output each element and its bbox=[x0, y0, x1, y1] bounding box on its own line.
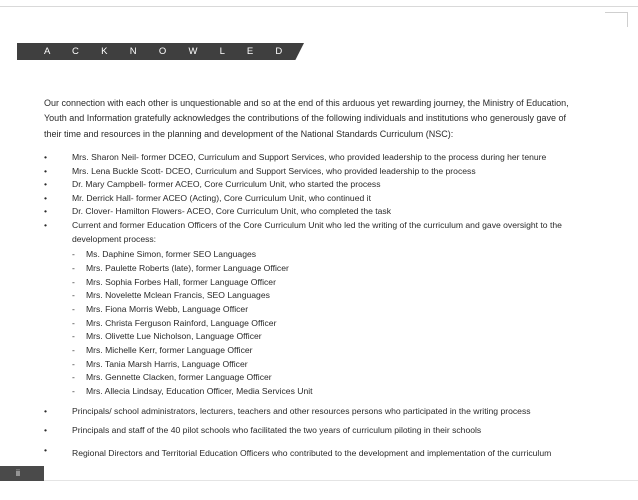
list-item bbox=[44, 205, 579, 219]
list-item bbox=[44, 192, 579, 206]
dash-icon: - bbox=[72, 358, 75, 369]
dash-icon: - bbox=[72, 372, 75, 383]
bullet-icon: • bbox=[44, 405, 48, 416]
intro-paragraph bbox=[44, 96, 574, 142]
sublist-item bbox=[72, 330, 579, 344]
list-item-text: Mr. Derrick Hall- former ACEO (Acting), Core Curriculum Unit, who continued it bbox=[72, 192, 371, 203]
list-item bbox=[44, 165, 579, 179]
sublist-item-text: Mrs. Novelette Mclean Francis, SEO Languages bbox=[86, 290, 270, 301]
list-item-text: Mrs. Sharon Neil- former DCEO, Curriculum and Support Services, who provided leadership to the process during her tenure bbox=[72, 152, 547, 162]
dash-icon: - bbox=[72, 249, 75, 260]
bullet-icon: • bbox=[44, 219, 48, 230]
sublist-item-text: Mrs. Sophia Forbes Hall, former Language Officer bbox=[86, 276, 276, 287]
sublist-item bbox=[72, 289, 579, 303]
list-item-text: Principals/ school administrators, lecturers, teachers and other resources persons who participated in the writing process bbox=[72, 405, 531, 416]
dash-icon: - bbox=[72, 276, 75, 287]
sublist-item-text: Mrs. Christa Ferguson Rainford, Language Officer bbox=[86, 317, 277, 328]
dash-icon: - bbox=[72, 290, 75, 301]
bullet-icon: • bbox=[44, 192, 48, 203]
sublist-item-text: Mrs. Paulette Roberts (late), former Language Officer bbox=[86, 262, 289, 273]
section-title: A C K N O W L E D G E M E N T bbox=[44, 46, 466, 57]
sublist-item bbox=[72, 385, 579, 399]
page-number: ii bbox=[16, 468, 20, 478]
sublist-item bbox=[72, 317, 579, 331]
bullet-icon: • bbox=[44, 425, 48, 436]
page-top-edge bbox=[0, 0, 638, 7]
dash-icon: - bbox=[72, 345, 75, 356]
dash-icon: - bbox=[72, 331, 75, 342]
footer-rule bbox=[44, 480, 638, 481]
sublist-item-text: Mrs. Allecia Lindsay, Education Officer, Media Services Unit bbox=[86, 386, 313, 397]
sublist-item bbox=[72, 262, 579, 276]
dash-icon: - bbox=[72, 303, 75, 314]
list-item-text: Mrs. Lena Buckle Scott- DCEO, Curriculum and Support Services, who provided leadership to the process bbox=[72, 165, 476, 176]
list-item-text: Dr. Clover- Hamilton Flowers- ACEO, Core Curriculum Unit, who completed the task bbox=[72, 206, 392, 217]
bullet-icon: • bbox=[44, 152, 48, 162]
sublist-item bbox=[72, 276, 579, 290]
dash-icon: - bbox=[72, 386, 75, 397]
list-item-text: Current and former Education Officers of the Core Curriculum Unit who led the writing of the curriculum and gave oversight to the development process: bbox=[72, 219, 562, 244]
sublist-item bbox=[72, 248, 579, 262]
sublist-item-text: Mrs. Gennette Clacken, former Language Officer bbox=[86, 372, 272, 383]
sublist-item-text: Mrs. Olivette Lue Nicholson, Language Officer bbox=[86, 331, 262, 342]
list-item bbox=[44, 219, 579, 246]
list-item-text: Regional Directors and Territorial Education Officers who contributed to the development and implementation of the curriculum bbox=[72, 448, 552, 459]
bullet-icon: • bbox=[44, 206, 48, 217]
bullet-icon: • bbox=[44, 445, 48, 456]
sublist-item-text: Mrs. Michelle Kerr, former Language Officer bbox=[86, 345, 253, 356]
page-number-tab bbox=[0, 466, 44, 481]
sublist-item bbox=[72, 303, 579, 317]
bullet-icon: • bbox=[44, 165, 48, 176]
list-item-text: Dr. Mary Campbell- former ACEO, Core Curriculum Unit, who started the process bbox=[72, 179, 381, 190]
list-item bbox=[44, 444, 579, 462]
sublist-item bbox=[72, 371, 579, 385]
sublist-item-text: Mrs. Fiona Morris Webb, Language Officer bbox=[86, 303, 249, 314]
dash-icon: - bbox=[72, 262, 75, 273]
sublist-item bbox=[72, 344, 579, 358]
list-item-text: Principals and staff of the 40 pilot schools who facilitated the two years of curriculum piloting in their schools bbox=[72, 425, 482, 436]
list-item bbox=[44, 178, 579, 192]
officers-sublist bbox=[72, 248, 579, 399]
crop-mark bbox=[605, 12, 628, 27]
dash-icon: - bbox=[72, 317, 75, 328]
sublist-item-text: Mrs. Tania Marsh Harris, Language Officer bbox=[86, 358, 248, 369]
list-item bbox=[44, 151, 579, 165]
sublist-item-text: Ms. Daphine Simon, former SEO Languages bbox=[86, 249, 257, 260]
list-item bbox=[44, 424, 579, 438]
list-item bbox=[44, 405, 579, 419]
acknowledgement-list bbox=[44, 151, 579, 462]
intro-text: Our connection with each other is unquestionable and so at the end of this arduous yet rewarding journey, the Ministry of Education, Youth and Information gratefully acknowledges the contributions of the following individuals and institutions who generously gave of their time and resources in the planning and development of the National Standards Curriculum (NSC): bbox=[44, 98, 569, 139]
bullet-icon: • bbox=[44, 179, 48, 190]
sublist-item bbox=[72, 358, 579, 372]
